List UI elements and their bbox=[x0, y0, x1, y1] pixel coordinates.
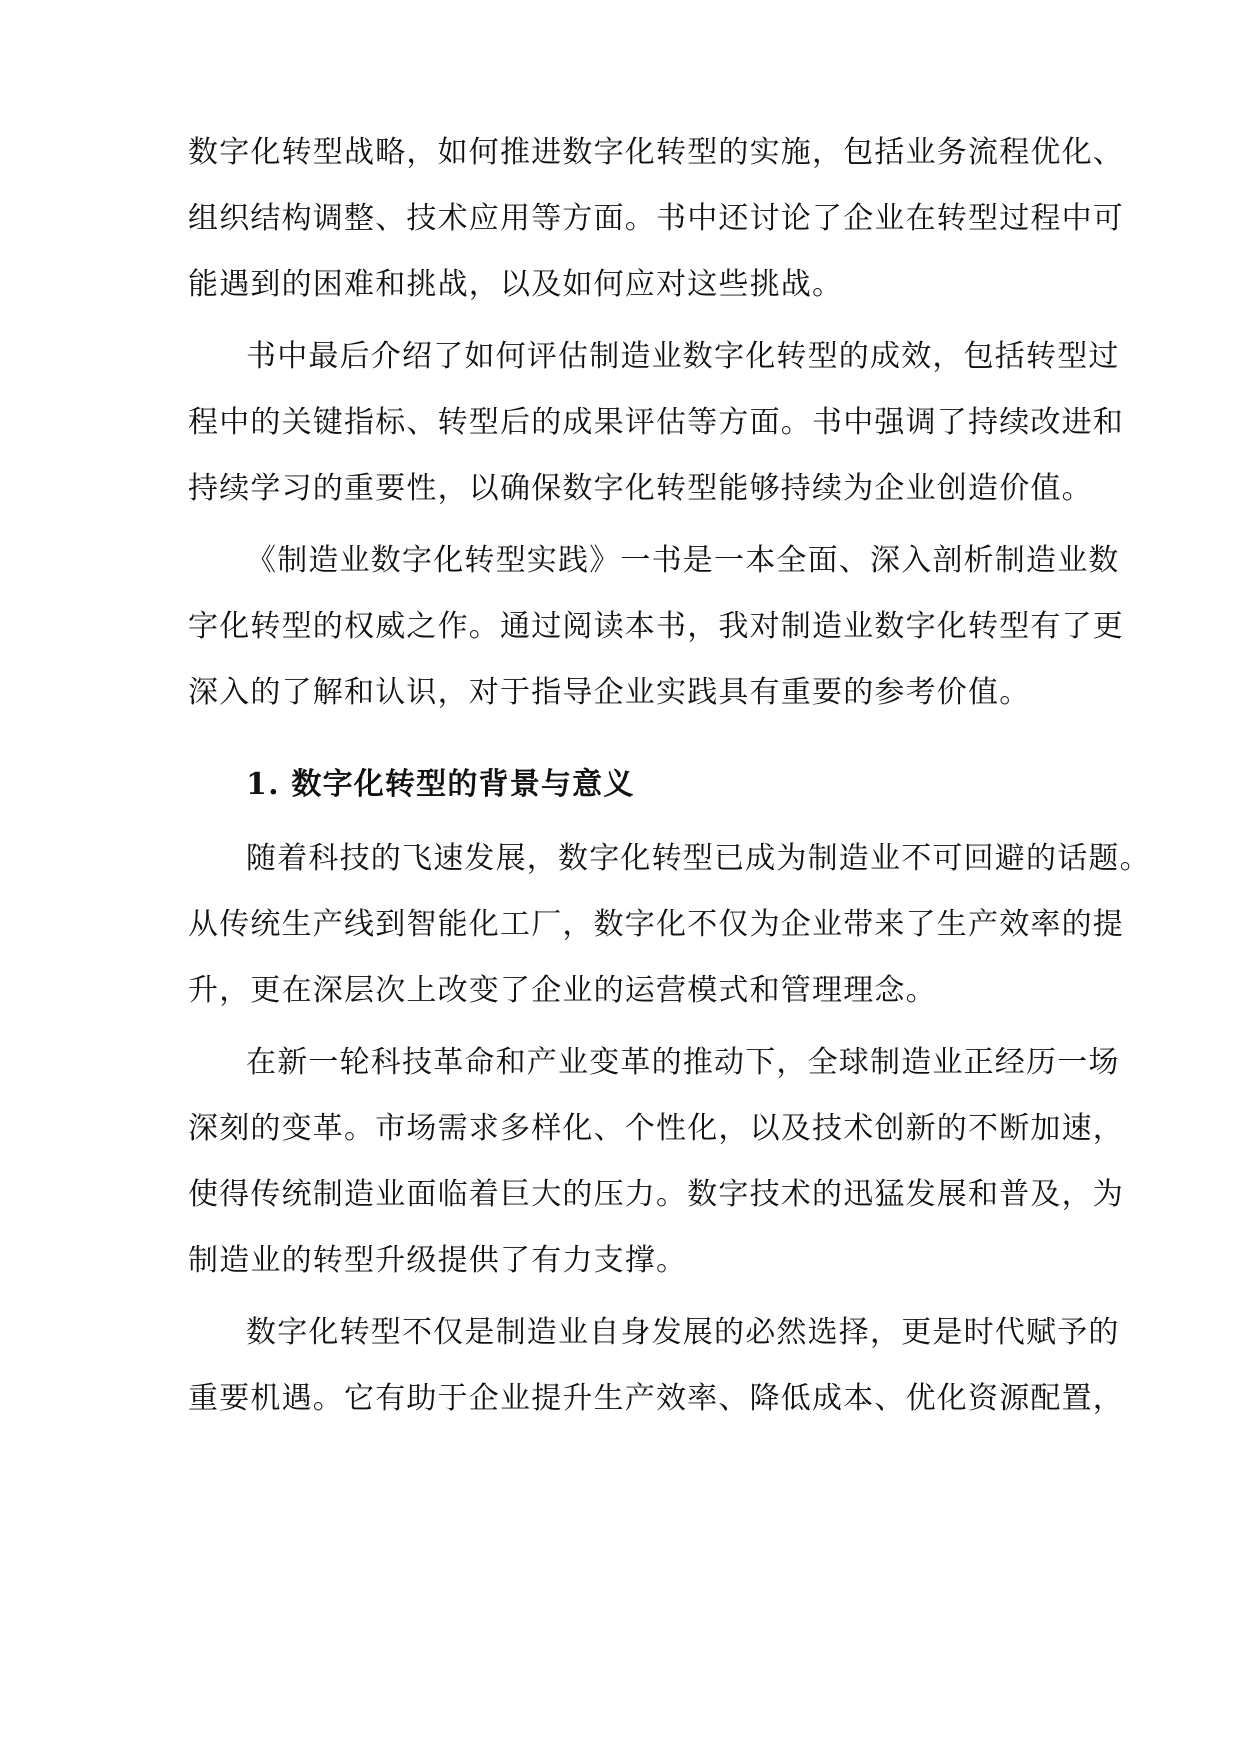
paragraph-2-line-2: 程中的关键指标、转型后的成果评估等方面。书中强调了持续改进和 bbox=[188, 405, 1124, 440]
section-paragraph-2-line-4: 制造业的转型升级提供了有力支撑。 bbox=[188, 1243, 688, 1278]
section-paragraph-2-line-3: 使得传统制造业面临着巨大的压力。数字技术的迅猛发展和普及，为 bbox=[188, 1177, 1124, 1212]
paragraph-3-line-2: 字化转型的权威之作。通过阅读本书，我对制造业数字化转型有了更 bbox=[188, 609, 1124, 644]
paragraph-1-line-2: 组织结构调整、技术应用等方面。书中还讨论了企业在转型过程中可 bbox=[188, 201, 1124, 236]
section-paragraph-1-line-3: 升，更在深层次上改变了企业的运营模式和管理理念。 bbox=[188, 973, 937, 1008]
section-paragraph-1-line-1: 随着科技的飞速发展，数字化转型已成为制造业不可回避的话题。 bbox=[246, 841, 1151, 876]
section-paragraph-2-line-2: 深刻的变革。市场需求多样化、个性化，以及技术创新的不断加速， bbox=[188, 1111, 1124, 1146]
section-heading: 1. 数字化转型的背景与意义 bbox=[246, 767, 635, 802]
section-paragraph-2-line-1: 在新一轮科技革命和产业变革的推动下，全球制造业正经历一场 bbox=[246, 1045, 1120, 1080]
section-paragraph-1-line-2: 从传统生产线到智能化工厂，数字化不仅为企业带来了生产效率的提 bbox=[188, 907, 1124, 942]
paragraph-1-line-3: 能遇到的困难和挑战，以及如何应对这些挑战。 bbox=[188, 267, 844, 302]
paragraph-2-line-3: 持续学习的重要性，以确保数字化转型能够持续为企业创造价值。 bbox=[188, 471, 1093, 506]
section-paragraph-3-line-1: 数字化转型不仅是制造业自身发展的必然选择，更是时代赋予的 bbox=[246, 1315, 1120, 1350]
paragraph-2-line-1: 书中最后介绍了如何评估制造业数字化转型的成效，包括转型过 bbox=[246, 339, 1120, 374]
section-paragraph-3-line-2: 重要机遇。它有助于企业提升生产效率、降低成本、优化资源配置， bbox=[188, 1381, 1124, 1416]
paragraph-3-line-1: 《制造业数字化转型实践》一书是一本全面、深入剖析制造业数 bbox=[246, 543, 1120, 578]
paragraph-3-line-3: 深入的了解和认识，对于指导企业实践具有重要的参考价值。 bbox=[188, 675, 1031, 710]
paragraph-1-line-1: 数字化转型战略，如何推进数字化转型的实施，包括业务流程优化、 bbox=[188, 135, 1124, 170]
